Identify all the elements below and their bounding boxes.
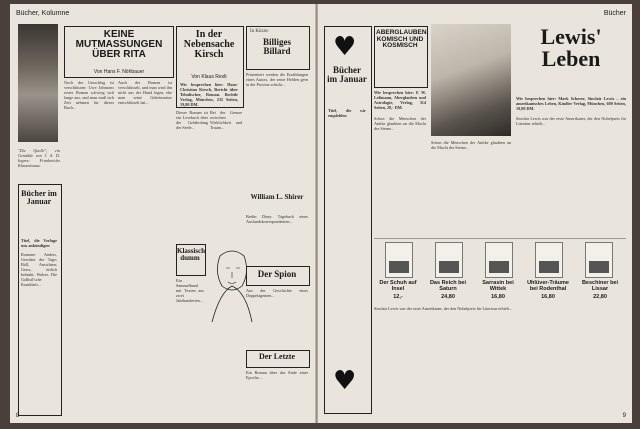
januar-subtitle-left: Titel, die Verlage uns ankündigen bbox=[21, 238, 57, 248]
book-price-1: 12,- bbox=[393, 294, 403, 300]
nebensache-headline: In der Nebensache Kirsch bbox=[183, 29, 235, 60]
left-page-header: Bücher, Kolumne bbox=[16, 10, 70, 17]
book-title-5: Beschiner bei Lissar bbox=[581, 280, 619, 292]
right-page bbox=[318, 4, 632, 423]
januar-subtitle-right: Titel, die wir empfehlen bbox=[328, 108, 366, 118]
book-cover-5 bbox=[585, 242, 613, 278]
billiges-headline: Billiges Billard bbox=[262, 37, 291, 56]
book-title-1: Der Schuh auf Insel bbox=[379, 280, 417, 292]
lewis-intro: Wir besprechen hier: Mark Schorer, Sinclair Lewis – ein amerikanisches Leben, Kindler Verlag, München, 600 Seiten, 19,80 DM. bbox=[516, 96, 626, 111]
nebensache-intro: Wir besprechen hier: Hans-Christian Kirsch, Bericht über Tehnlischer, Roman. Bechtle Verlag, München, 232 Seiten, 19,80 DM. bbox=[180, 82, 238, 107]
aberglauben-headline: ABERGLAUBEN, KOMISCH UND KOSMISCH bbox=[376, 29, 429, 49]
book-price-5: 22,80 bbox=[593, 294, 607, 300]
lewis-body: Sinclair Lewis war der erste Amerikaner, der den Nobelpreis für Literatur erhielt... bbox=[516, 116, 626, 126]
book-price-4: 16,80 bbox=[541, 294, 555, 300]
spion-text: Aus der Geschichte eines Doppelagenten... bbox=[246, 288, 308, 298]
witch-photo bbox=[431, 24, 511, 136]
book-cover-3 bbox=[485, 242, 513, 278]
keine-byline: Von Hans F. Nöhbauer bbox=[93, 69, 145, 75]
book-cover-1 bbox=[385, 242, 413, 278]
left-page bbox=[10, 4, 316, 423]
januar-list-left: Romane: Anders, Gewitter der Tage; Böll, Ansichten; Grass, örtlich betäubt; Walser, Die Gallistl'sche Krankheit... bbox=[21, 252, 57, 287]
januar-headline-right: Bücher im Januar bbox=[327, 65, 367, 84]
billiges-text: Präsentiert werden die Erzählungen eines Autors, der seine Helden gern in die Provinz schickt... bbox=[246, 72, 308, 87]
book-title-4: Uhlüver-Träume bei Rodenthal bbox=[527, 280, 569, 292]
lewis-headline: Lewis' Leben bbox=[540, 24, 602, 71]
keine-col2: Auch der Roman ist verschlüsselt, und man wird ihn nicht aus der Hand legen, ehe man seine Geheimnisse entschlüsselt hat... bbox=[118, 80, 172, 105]
nebensache-col1: Dieser Roman ist ein Lesebuch über die Gefährdung der Seele... bbox=[176, 110, 208, 130]
painting-caption: "Die Quelle", ein Gemälde von J. A. D. Ingres: Frankreichs Klassizismus. bbox=[18, 148, 60, 168]
book-price-3: 16,80 bbox=[491, 294, 505, 300]
heart-icon-top: ♥ bbox=[333, 32, 357, 62]
billiges-kicker: In Kürze: bbox=[250, 29, 270, 34]
januar-box-right bbox=[324, 26, 372, 414]
painting-image bbox=[18, 24, 58, 142]
klassisch-headline: Klassisch dumm bbox=[177, 247, 206, 262]
keine-headline: KEINE MUTMASSUNGEN ÜBER RITA bbox=[75, 29, 163, 60]
shirer-text: Berlin Diary: Tagebuch eines Auslandskorrespondenten... bbox=[246, 214, 308, 224]
book-cover-4 bbox=[535, 242, 563, 278]
shirer-name: William L. Shirer bbox=[250, 193, 304, 201]
aberglauben-intro: Wir besprechen hier: F. W. Leßmann, Aberglauben und Astrologie, Verlag, 314 Seiten, 28,- DM. bbox=[374, 90, 426, 110]
spion-headline: Der Spion bbox=[257, 269, 297, 279]
books-footer-text: Sinclair Lewis war der erste Amerikaner, der den Nobelpreis für Literatur erhielt... bbox=[374, 306, 513, 311]
book-cover-2 bbox=[435, 242, 463, 278]
nebensache-byline: Von Klaus Rexlt bbox=[191, 74, 227, 80]
keine-col1: Noch der Umschlag ist verschlüssen: Uwe Johnsons erster Roman schwieg sich lange aus, und man muß sich Zeit nehmen für dieses Buch... bbox=[64, 80, 114, 110]
letzte-text: Ein Roman über das Ende einer Epoche... bbox=[246, 370, 308, 380]
aberglauben-body: Schon die Menschen der Antike glaubten an die Macht der Sterne... bbox=[374, 116, 426, 131]
books-divider bbox=[374, 238, 626, 239]
book-title-2: Das Reich bei Saturn bbox=[429, 280, 467, 292]
januar-headline-left: Bücher im Januar bbox=[21, 189, 57, 206]
klassisch-text: Ein Sammelband mit Texten aus zwei Jahrhunderten... bbox=[176, 278, 204, 303]
aberglauben-col2: Schon die Menschen der Antike glaubten an die Macht der Sterne... bbox=[431, 140, 511, 150]
right-page-number: 9 bbox=[622, 413, 626, 419]
heart-icon-bottom: ♥ bbox=[333, 366, 357, 396]
right-page-header: Bücher bbox=[603, 10, 626, 17]
book-title-3: Sarrasin bei Wittek bbox=[482, 280, 514, 292]
book-price-2: 24,80 bbox=[441, 294, 455, 300]
letzte-headline: Der Letzte bbox=[258, 352, 296, 361]
nebensache-col2: Bei der Grenze zwischen Wirklichkeit und Traum... bbox=[210, 110, 242, 130]
left-page-number: 8 bbox=[16, 413, 20, 419]
